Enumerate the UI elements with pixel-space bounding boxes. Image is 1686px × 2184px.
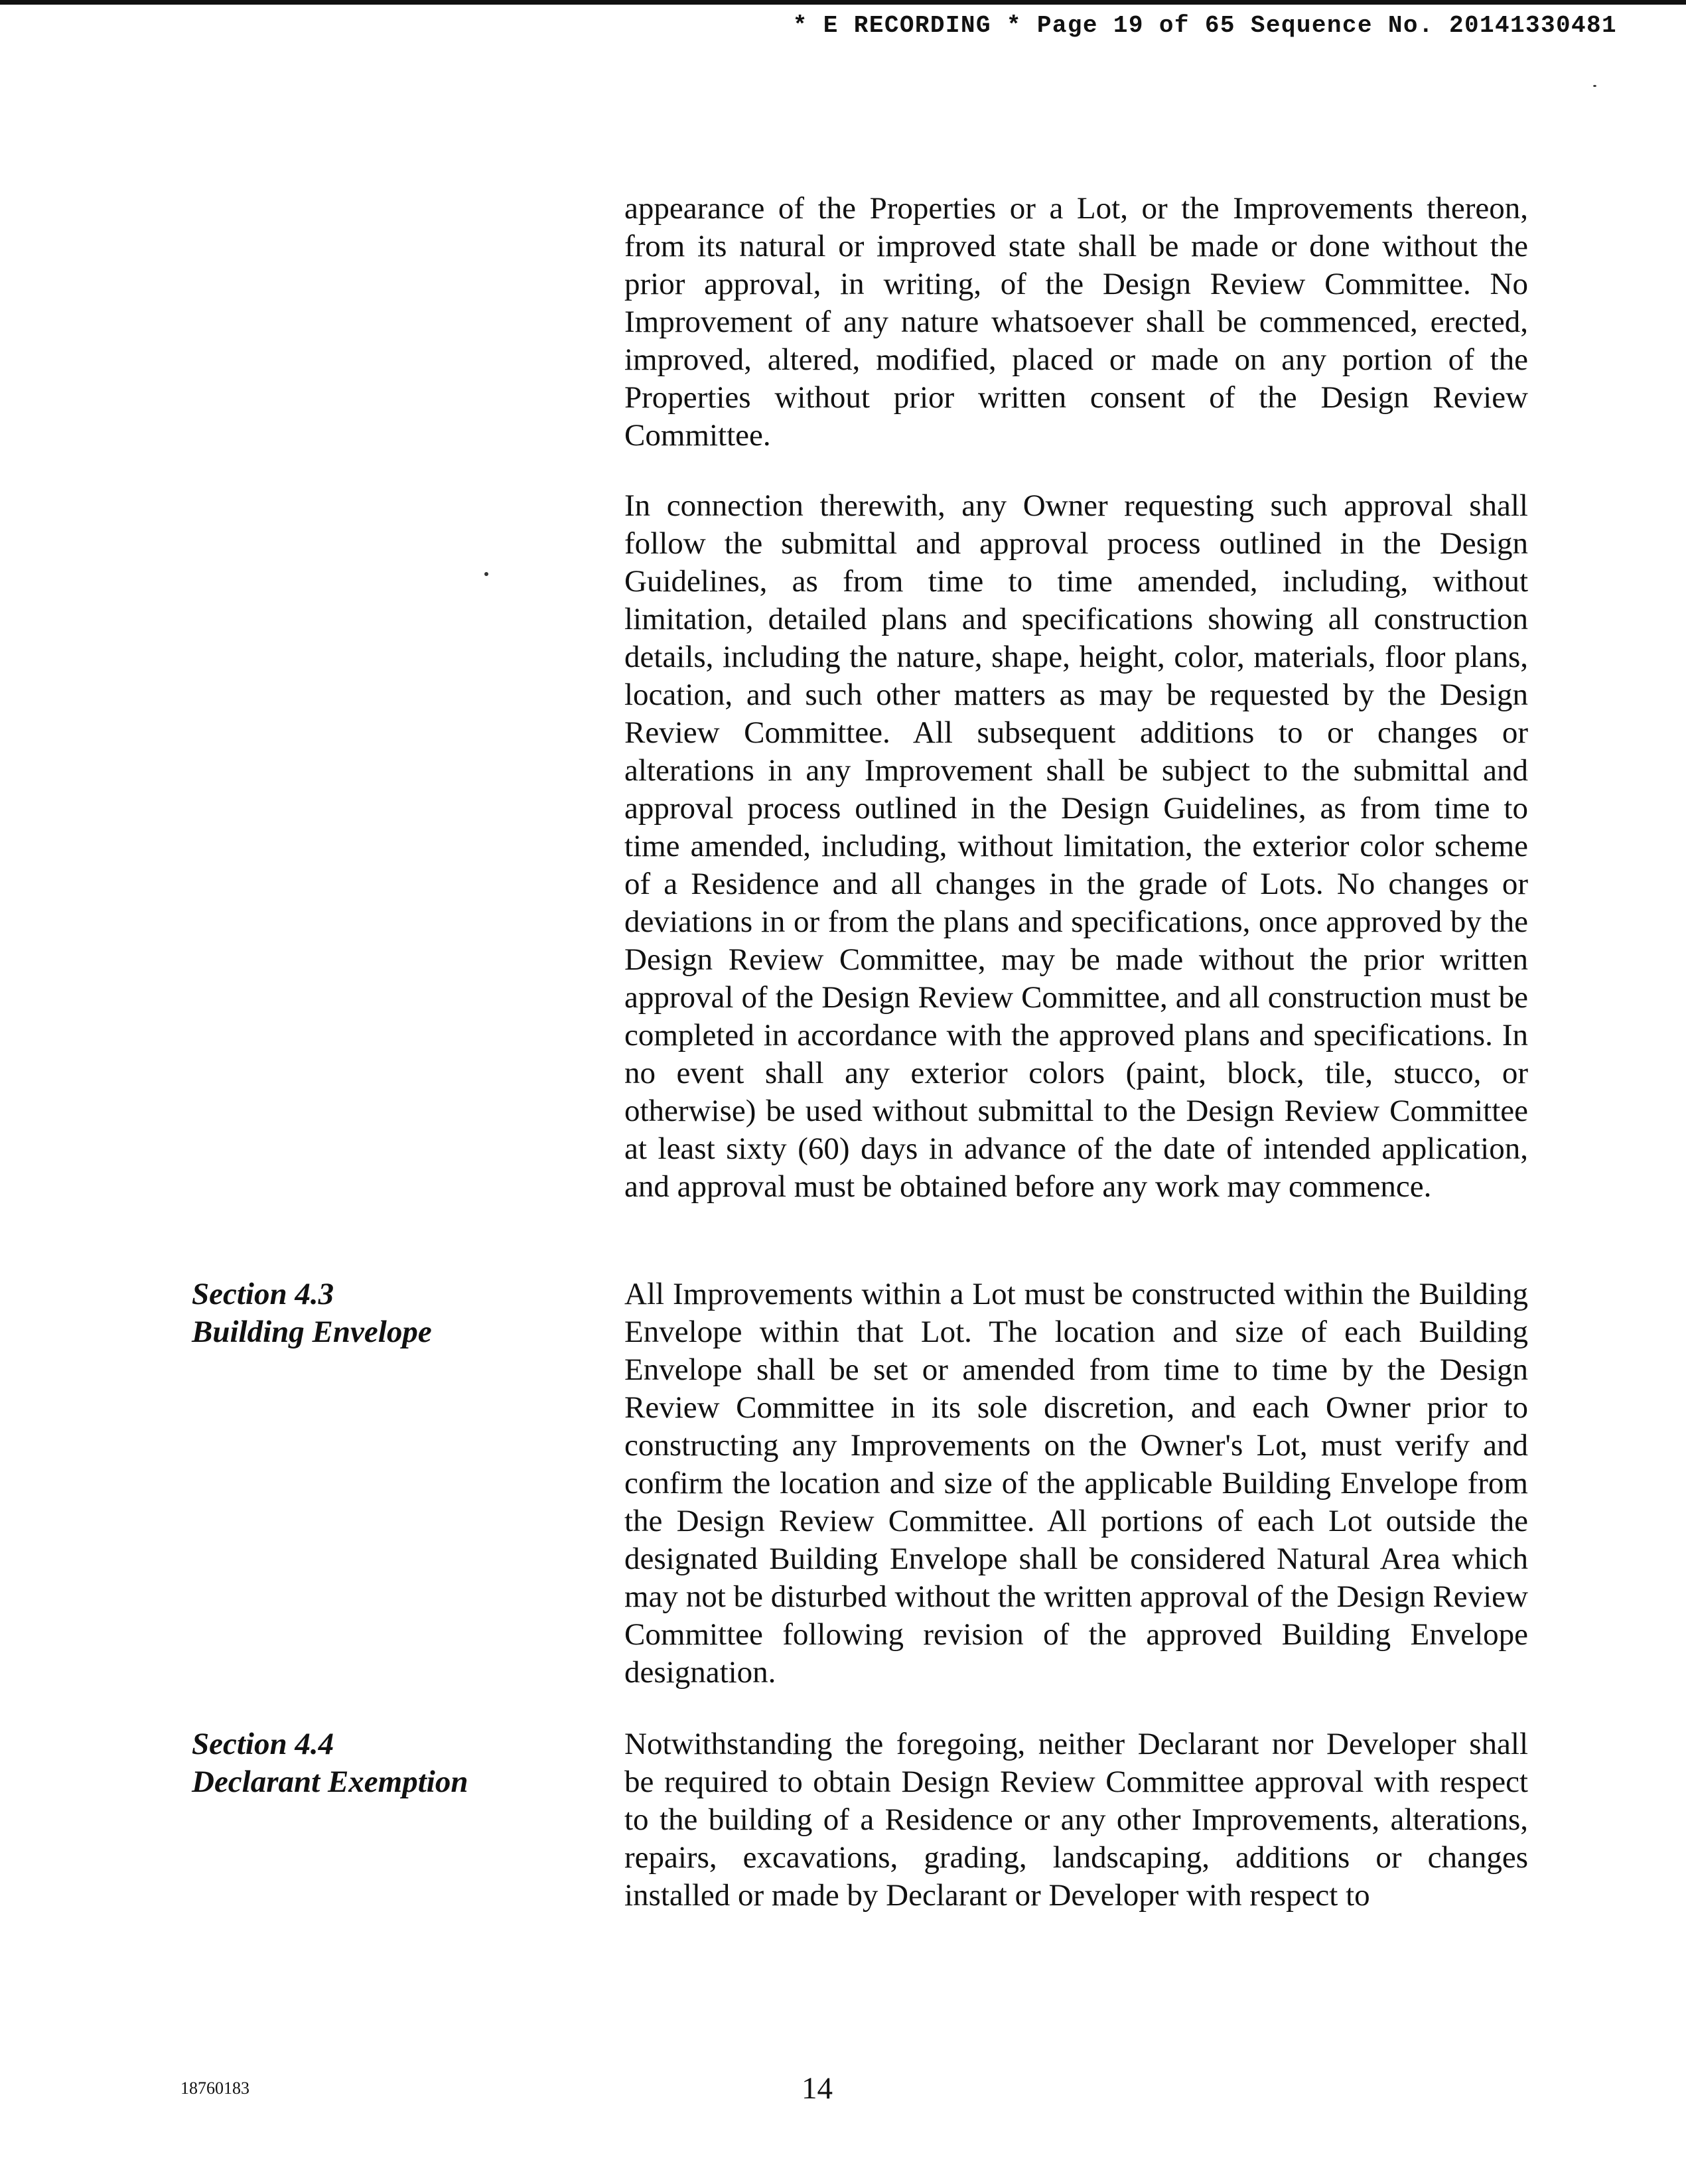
paragraph-approval-process: In connection therewith, any Owner requesting such approval shall follow the submittal and approval process outlined in the Design Guidelines, as from time to time amended, including, without limitation, detailed plans and specifications showing all construction details, including the nature, shape, height, color, materials, floor plans, location, and such other matters as may be requested by the Design Review Committee. All subsequent additions to or changes or alterations in any Improvement shall be subject to the submittal and approval process outlined in the Design Guidelines, as from time to time amended, including, without limitation, the exterior color scheme of a Residence and all changes in the grade of Lots. No changes or deviations in or from the plans and specifications, once approved by the Design Review Committee, may be made without the prior written approval of the Design Review Committee, and all construction must be completed in accordance with the approved plans and specifications. In no event shall any exterior colors (paint, block, tile, stucco, or otherwise) be used without submittal to the Design Review Committee at least sixty (60) days in advance of the date of intended application, and approval must be obtained before any work may commence. bbox=[624, 488, 1528, 1204]
scan-speck bbox=[1593, 85, 1596, 87]
paragraph-declarant-exemption: Notwithstanding the foregoing, neither Declarant nor Developer shall be required to obtain Design Review Committee approval with respect to the building of a Residence or any other Improvements, alterations, repairs, excavations, grading, landscaping, additions or changes installed or made by Declarant or Developer with respect to bbox=[624, 1727, 1528, 1913]
section-4-3-number: Section 4.3 bbox=[192, 1277, 334, 1311]
top-scan-rule bbox=[0, 0, 1686, 5]
section-4-4-number: Section 4.4 bbox=[192, 1727, 334, 1761]
section-4-4-title: Declarant Exemption bbox=[192, 1765, 468, 1799]
paragraph-continuation: appearance of the Properties or a Lot, or the Improvements thereon, from its natural or improved state shall be made or done without the prior approval, in writing, of the Design Review Committee. No Improvement of any nature whatsoever shall be commenced, erected, improved, altered, modified, placed or made on any portion of the Properties without prior written consent of the Design Review Committee. bbox=[624, 191, 1528, 453]
recording-header: * E RECORDING * Page 19 of 65 Sequence No. 20141330481 bbox=[792, 12, 1617, 39]
page-number: 14 bbox=[802, 2071, 833, 2106]
document-number: 18760183 bbox=[180, 2078, 249, 2098]
paragraph-building-envelope: All Improvements within a Lot must be constructed within the Building Envelope within that Lot. The location and size of each Building Envelope shall be set or amended from time to time by the Design Review Committee in its sole discretion, and each Owner prior to constructing any Improvements on the Owner's Lot, must verify and confirm the location and size of the applicable Building Envelope from the Design Review Committee. All portions of each Lot outside the designated Building Envelope shall be considered Natural Area which may not be disturbed without the written approval of the Design Review Committee following revision of the approved Building Envelope designation. bbox=[624, 1277, 1528, 1690]
scan-speck bbox=[484, 572, 488, 576]
section-4-3-heading bbox=[192, 1275, 590, 1351]
section-4-4-heading bbox=[192, 1725, 590, 1801]
section-4-3-title: Building Envelope bbox=[192, 1315, 432, 1349]
